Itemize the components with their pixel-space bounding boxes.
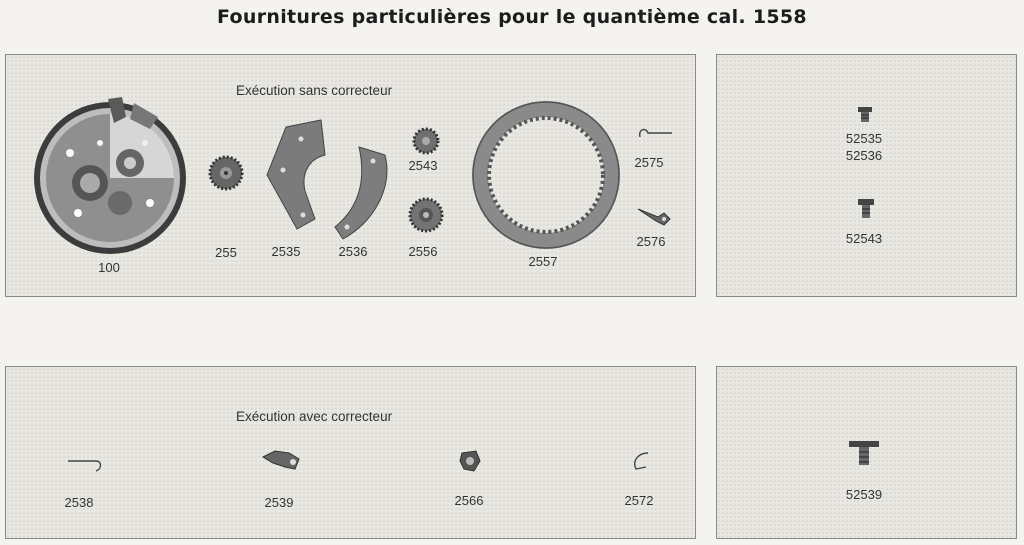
part-label-2575: 2575 bbox=[634, 155, 664, 170]
page-title: Fournitures particulières pour le quantième cal. 1558 bbox=[217, 6, 807, 28]
spring-2572-illustration bbox=[628, 451, 652, 473]
panel-screws-sans bbox=[716, 54, 1017, 297]
date-ring-2557-illustration bbox=[471, 100, 621, 250]
part-label-52535: 52535 bbox=[845, 131, 883, 146]
part-label-2576: 2576 bbox=[636, 234, 666, 249]
screw-52543-illustration bbox=[855, 197, 877, 221]
part-2566-illustration bbox=[456, 447, 484, 475]
part-label-2556: 2556 bbox=[408, 244, 438, 259]
part-label-2543: 2543 bbox=[408, 158, 438, 173]
screw-52539-illustration bbox=[847, 439, 881, 469]
movement-plate-illustration bbox=[30, 93, 195, 258]
panel-avec-correcteur bbox=[5, 366, 696, 539]
part-label-2535: 2535 bbox=[271, 244, 301, 259]
gear-2556-illustration bbox=[406, 195, 446, 235]
part-label-2539: 2539 bbox=[264, 495, 294, 510]
part-label-2538: 2538 bbox=[64, 495, 94, 510]
section-heading-avec: Exécution avec correcteur bbox=[236, 409, 393, 424]
screw-52535-illustration bbox=[855, 105, 875, 125]
part-label-52536: 52536 bbox=[845, 148, 883, 163]
part-label-2572: 2572 bbox=[624, 493, 654, 508]
part-label-2536: 2536 bbox=[338, 244, 368, 259]
gear-255-illustration bbox=[206, 153, 246, 193]
part-label-2557: 2557 bbox=[528, 254, 558, 269]
gear-2543-illustration bbox=[410, 125, 442, 157]
spring-2538-illustration bbox=[66, 455, 106, 475]
section-heading-sans: Exécution sans correcteur bbox=[236, 83, 393, 98]
panel-sans-correcteur bbox=[5, 54, 696, 297]
crescent-2536-illustration bbox=[331, 143, 391, 243]
part-label-52543: 52543 bbox=[845, 231, 883, 246]
part-label-2566: 2566 bbox=[454, 493, 484, 508]
plate-2535-illustration bbox=[261, 115, 331, 235]
lever-2539-illustration bbox=[259, 447, 307, 473]
lever-2576-illustration bbox=[634, 205, 674, 229]
part-label-255: 255 bbox=[215, 245, 237, 260]
spring-2575-illustration bbox=[636, 123, 676, 143]
panel-screws-avec bbox=[716, 366, 1017, 539]
part-label-100: 100 bbox=[98, 260, 120, 275]
part-label-52539: 52539 bbox=[845, 487, 883, 502]
